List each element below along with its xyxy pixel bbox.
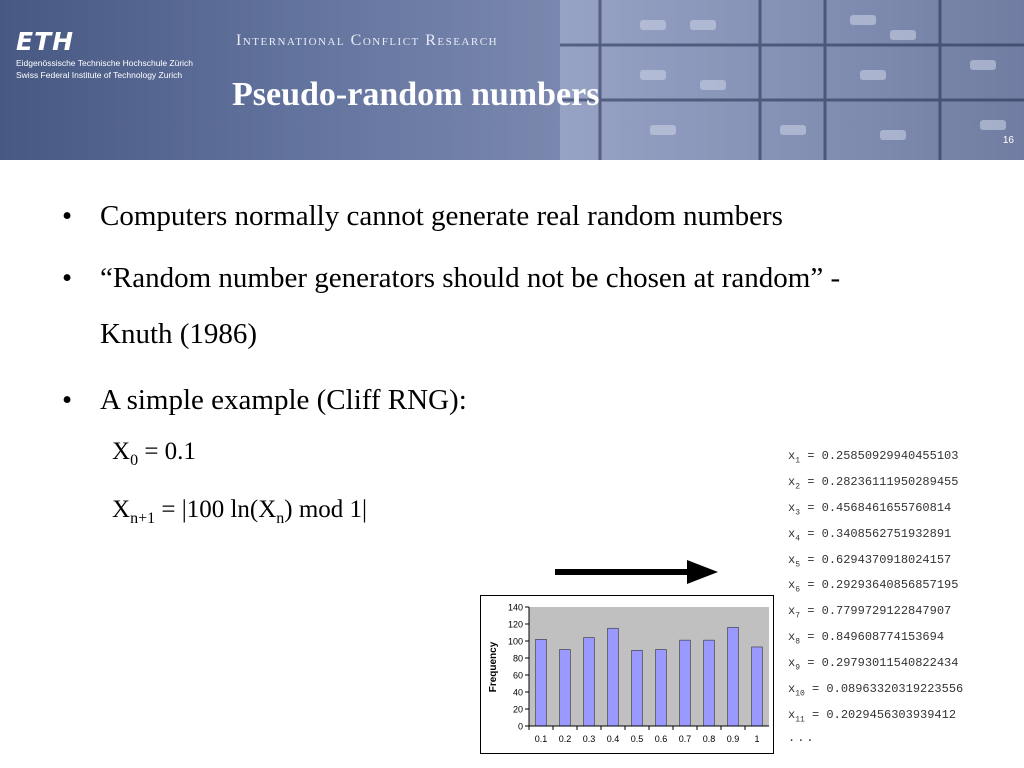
bar [584, 638, 595, 726]
sequence-variable: x [788, 526, 796, 541]
sequence-value: = 0.4568461655760814 [800, 500, 952, 515]
sequence-value: = 0.6294370918024157 [800, 552, 952, 567]
x-tick-label: 0.8 [702, 734, 716, 744]
bar [680, 640, 691, 726]
sequence-variable: x [788, 578, 796, 593]
y-tick-label: 100 [507, 636, 523, 647]
sequence-row [788, 446, 1018, 472]
sequence-index: 7 [795, 611, 801, 621]
bullet-item [62, 250, 962, 362]
formula-variable: X [112, 496, 131, 523]
sequence-value: = 0.25850929940455103 [800, 449, 959, 463]
bar [656, 650, 667, 727]
sequence-variable: x [788, 552, 796, 567]
bar [608, 628, 619, 726]
sequence-row [788, 550, 1018, 576]
sequence-index: 10 [795, 689, 805, 699]
formula-rest: = 0.1 [138, 438, 196, 465]
sequence-index: 8 [795, 637, 801, 647]
formula-subscript: 0 [130, 452, 139, 469]
formula-subscript: n+1 [130, 510, 156, 527]
bullet-item [62, 188, 962, 244]
sequence-row [788, 472, 1018, 498]
x-tick-label: 0.6 [654, 734, 668, 744]
sequence-value: = 0.2029456303939412 [804, 707, 957, 722]
sequence-index: 5 [795, 559, 801, 569]
sequence-index: 4 [795, 534, 801, 544]
bullet-list [62, 188, 962, 428]
bullet-item [62, 372, 962, 428]
sequence-row [788, 653, 1018, 679]
sequence-row [788, 705, 1018, 731]
right-arrow-icon [553, 558, 723, 588]
y-tick-label: 80 [512, 653, 523, 664]
institution-name-german: Eidgenössische Technische Hochschule Zürich [16, 58, 194, 68]
bullet-text: “Random number generators should not be chosen at random” - Knuth (1986) [100, 262, 841, 350]
sequence-variable: x [788, 474, 796, 489]
x-tick-label: 0.9 [726, 734, 740, 744]
bullet-symbol: • [62, 200, 73, 232]
bullet-symbol: • [62, 384, 73, 416]
sequence-index: 1 [795, 456, 801, 466]
sequence-row [788, 627, 1018, 653]
sequence-index: 3 [795, 508, 801, 518]
y-tick-label: 40 [512, 687, 523, 698]
sequence-row [788, 679, 1018, 705]
x-tick-label: 0.2 [558, 734, 572, 744]
bullet-symbol: • [62, 262, 73, 294]
sequence-value: = 0.7799729122847907 [800, 604, 952, 619]
sequence-index: 9 [795, 663, 801, 673]
formula-initial-value [112, 438, 196, 470]
slide-number: 16 [1002, 135, 1014, 146]
y-tick-label: 60 [512, 670, 523, 681]
sequence-variable: x [788, 630, 796, 645]
sequence-index: 6 [795, 585, 801, 595]
y-tick-label: 140 [507, 602, 523, 613]
sequence-variable: x [788, 707, 796, 722]
y-tick-label: 120 [507, 619, 523, 630]
eth-logo: ETH [16, 27, 75, 56]
sequence-values-list [788, 446, 1018, 745]
sequence-row [788, 601, 1018, 627]
sequence-ellipsis: ... [788, 730, 816, 745]
frequency-bar-chart [480, 595, 775, 755]
y-axis-label: Frequency [488, 641, 499, 693]
sequence-variable: x [788, 604, 796, 619]
sequence-value: = 0.28236111950289455 [800, 474, 959, 489]
sequence-value: = 0.29293640856857195 [800, 578, 959, 593]
formula-subscript: n [276, 510, 285, 527]
y-tick-label: 20 [512, 704, 523, 715]
sequence-variable: x [788, 449, 796, 463]
formula-variable: X [112, 438, 131, 465]
institution-name-english: Swiss Federal Institute of Technology Zurich [16, 70, 183, 80]
sequence-value: = 0.08963320319223556 [804, 682, 964, 697]
sequence-variable: x [788, 656, 796, 671]
sequence-index: 11 [795, 715, 805, 725]
bar [560, 650, 571, 727]
formula-end: ) mod 1| [284, 496, 368, 523]
sequence-value: = 0.849608774153694 [800, 630, 945, 645]
bullet-text: Computers normally cannot generate real random numbers [100, 200, 783, 232]
x-tick-label: 0.1 [534, 734, 548, 744]
x-tick-label: 0.3 [582, 734, 596, 744]
x-tick-label: 0.4 [606, 734, 620, 744]
bullet-text: A simple example (Cliff RNG): [100, 384, 467, 416]
sequence-index: 2 [795, 482, 801, 492]
sequence-row [788, 524, 1018, 550]
sequence-row [788, 575, 1018, 601]
y-tick-label: 0 [517, 721, 523, 732]
x-tick-label: 0.7 [678, 734, 692, 744]
sequence-variable: x [788, 500, 796, 515]
formula-mid: = |100 ln(X [155, 496, 277, 523]
sequence-value: = 0.29793011540822434 [800, 656, 959, 671]
bar [752, 647, 763, 726]
bar [704, 640, 715, 726]
bar [632, 650, 643, 726]
header-banner [0, 0, 1024, 160]
research-group-name: International Conflict Research [236, 32, 499, 49]
slide-title: Pseudo-random numbers [232, 76, 600, 113]
x-tick-label: 1 [754, 734, 760, 744]
sequence-row [788, 498, 1018, 524]
bar [536, 639, 547, 726]
sequence-value: = 0.3408562751932891 [800, 526, 952, 541]
sequence-variable: x [788, 682, 796, 697]
x-tick-label: 0.5 [630, 734, 644, 744]
formula-recurrence [112, 496, 367, 528]
bar [728, 627, 739, 726]
